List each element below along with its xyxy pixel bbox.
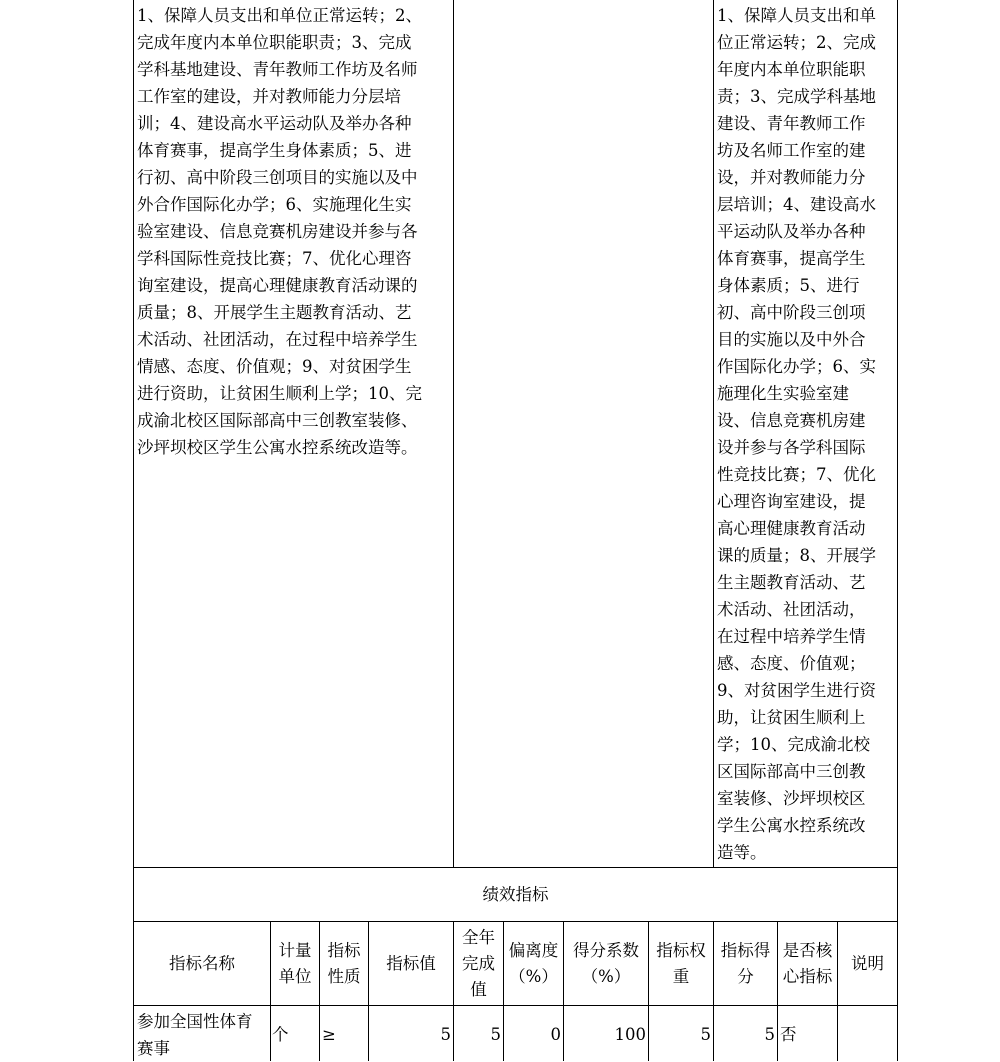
table-line <box>133 1005 898 1006</box>
text-line: 课的质量；8、开展学 <box>717 546 876 565</box>
header-coef-line: （%） <box>581 966 631 986</box>
text-line: 设并参与各学科国际 <box>717 438 866 457</box>
text-line: 责；3、完成学科基地 <box>717 87 876 106</box>
text-line: 术活动、社团活动， <box>717 600 866 619</box>
text-line: 区国际部高中三创教 <box>717 762 866 781</box>
text-line: 质量；8、开展学生主题教育活动、艺 <box>137 303 412 322</box>
header-weight-line: 指标权 <box>656 940 706 960</box>
text-line: 作国际化办学；6、实 <box>717 357 876 376</box>
text-line: 层培训；4、建设高水 <box>717 195 876 214</box>
text-line: 体育赛事，提高学生 <box>717 249 866 268</box>
row-weight: 5 <box>700 1025 711 1044</box>
text-line: 目的实施以及中外合 <box>717 330 866 349</box>
text-line: 造等。 <box>717 843 767 862</box>
text-line: 施理化生实验室建 <box>717 384 849 403</box>
header-target-value: 指标值 <box>386 954 436 973</box>
header-actual-line: 完成 <box>462 953 495 973</box>
text-line: 性竞技比赛；7、优化 <box>717 465 876 484</box>
table-line <box>713 0 714 867</box>
text-line: 初、高中阶段三创项 <box>717 303 866 322</box>
header-actual-line: 值 <box>470 979 487 999</box>
header-core-line: 心指标 <box>782 966 833 986</box>
text-line: 建设、青年教师工作 <box>717 114 866 133</box>
text-line: 9、对贫困学生进行资 <box>717 681 876 700</box>
text-line: 生主题教育活动、艺 <box>717 573 866 592</box>
text-line: 验室建设、信息竞赛机房建设并参与各 <box>137 222 418 241</box>
text-line: 设、信息竞赛机房建 <box>717 411 866 430</box>
text-line: 在过程中培养学生情 <box>717 627 866 646</box>
header-deviation <box>504 922 563 1005</box>
text-line: 术活动、社团活动，在过程中培养学生 <box>137 330 418 349</box>
header-note: 说明 <box>851 954 884 973</box>
header-nature <box>320 922 368 1005</box>
text-line: 坊及名师工作室的建 <box>717 141 866 160</box>
header-score <box>714 922 777 1005</box>
header-core-line: 是否核 <box>782 940 833 960</box>
header-unit-line: 计量 <box>278 940 312 960</box>
text-line: 室装修、沙坪坝校区 <box>717 789 866 808</box>
text-line: 心理咨询室建设，提 <box>717 492 866 511</box>
text-line: 年度内本单位职能职 <box>717 60 866 79</box>
header-nature-line: 指标 <box>327 940 361 960</box>
header-weight-line: 重 <box>672 966 690 986</box>
text-line: 平运动队及举办各种 <box>717 222 866 241</box>
row-core: 否 <box>780 1025 797 1044</box>
text-line: 助，让贫困生顺利上 <box>717 708 866 727</box>
text-line: 设，并对教师能力分 <box>717 168 866 187</box>
text-line: 询室建设，提高心理健康教育活动课的 <box>137 276 418 295</box>
table-line <box>897 0 898 1061</box>
row-name-line: 赛事 <box>137 1039 170 1058</box>
text-line: 进行资助，让贫困生顺利上学；10、完 <box>137 384 422 403</box>
text-line: 位正常运转；2、完成 <box>717 33 876 52</box>
row-unit: 个 <box>272 1025 289 1044</box>
header-coef-line: 得分系数 <box>573 940 639 960</box>
text-line: 身体素质；5、进行 <box>717 276 860 295</box>
row-note <box>840 1021 896 1048</box>
header-score-line: 指标得 <box>720 940 771 960</box>
text-line: 学生公寓水控系统改 <box>717 816 866 835</box>
row-target-value: 5 <box>440 1025 451 1044</box>
row-score: 5 <box>764 1025 775 1044</box>
header-actual-value <box>454 922 503 1005</box>
text-line: 学；10、完成渝北校 <box>717 735 870 754</box>
header-actual-line: 全年 <box>462 927 495 947</box>
header-unit-line: 单位 <box>278 966 312 986</box>
header-score-line: 分 <box>737 966 754 986</box>
row-nature: ≥ <box>322 1025 336 1044</box>
header-weight <box>649 922 713 1005</box>
text-line: 训；4、建设高水平运动队及举办各种 <box>137 114 412 133</box>
header-score-coef <box>564 922 648 1005</box>
row-deviation: 0 <box>550 1025 561 1044</box>
header-indicator-name: 指标名称 <box>169 954 235 973</box>
text-line: 体育赛事，提高学生身体素质；5、进 <box>137 141 412 160</box>
text-line: 行初、高中阶段三创项目的实施以及中 <box>137 168 418 187</box>
row-name-line: 参加全国性体育 <box>137 1012 253 1031</box>
text-line: 情感、态度、价值观；9、对贫困学生 <box>137 357 412 376</box>
text-line: 工作室的建设，并对教师能力分层培 <box>137 87 401 106</box>
row-indicator-name <box>137 1008 269 1061</box>
text-line: 1、保障人员支出和单 <box>717 6 876 25</box>
table-line <box>453 0 454 867</box>
section-title: 绩效指标 <box>482 885 549 904</box>
text-line: 学科基地建设、青年教师工作坊及名师 <box>137 60 418 79</box>
text-line: 1、保障人员支出和单位正常运转；2、 <box>137 6 422 25</box>
header-deviation-line: （%） <box>509 966 558 986</box>
header-core <box>778 922 837 1005</box>
text-line: 沙坪坝校区学生公寓水控系统改造等。 <box>137 438 418 457</box>
row-actual-value: 5 <box>490 1025 501 1044</box>
header-nature-line: 性质 <box>327 966 361 986</box>
text-line: 完成年度内本单位职能职责；3、完成 <box>137 33 412 52</box>
text-line: 学科国际性竞技比赛；7、优化心理咨 <box>137 249 412 268</box>
header-deviation-line: 偏离度 <box>508 940 559 960</box>
text-line: 感、态度、价值观； <box>717 654 866 673</box>
text-line: 成渝北校区国际部高中三创教室装修、 <box>137 411 418 430</box>
text-line: 高心理健康教育活动 <box>717 519 866 538</box>
header-unit <box>271 922 319 1005</box>
row-score-coef: 100 <box>614 1025 646 1044</box>
text-line: 外合作国际化办学；6、实施理化生实 <box>137 195 412 214</box>
